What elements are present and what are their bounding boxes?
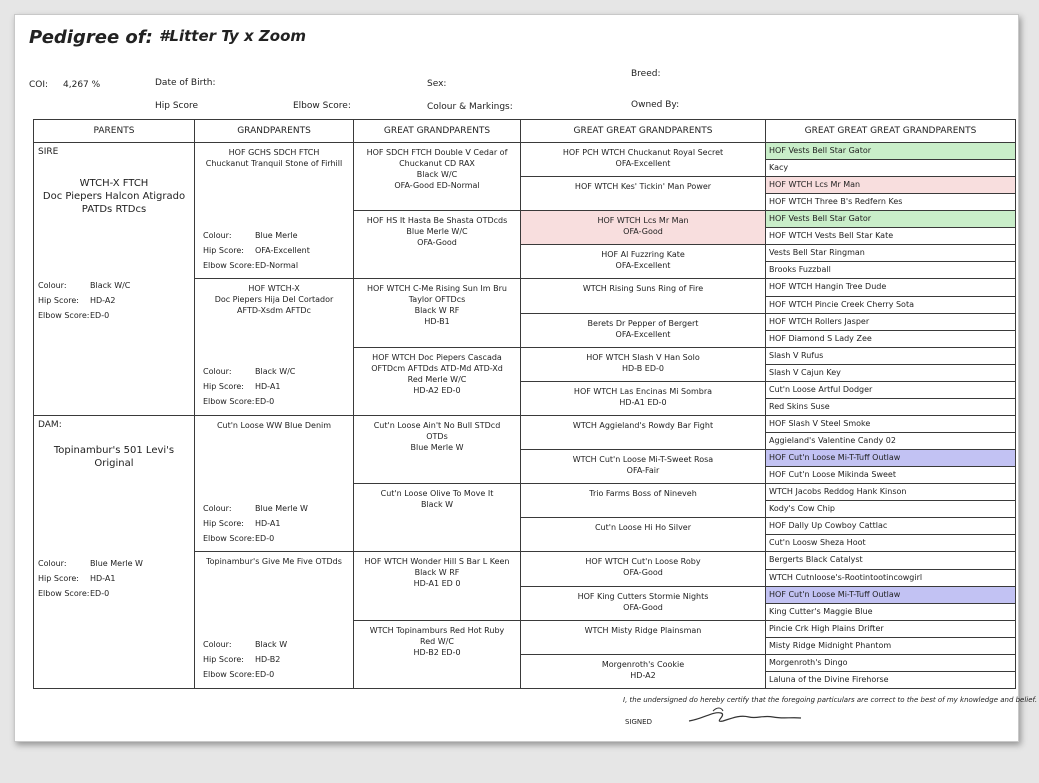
great-grandparent-cell [354,552,521,620]
great-great-grandparent-line: OFA-Fair [626,466,660,475]
great-great-grandparent-cell [521,143,766,177]
great-great-great-grandparent-cell [766,313,1016,330]
great-great-great-grandparent-name: Slash V Cajun Key [769,367,841,377]
great-great-grandparent-line: HD-A1 ED-0 [619,397,667,407]
grandparent-name-line: HOF WTCH-X [248,284,300,294]
great-grandparent-line: HOF HS It Hasta Be Shasta OTDcds [366,216,508,226]
parent-cell [34,143,195,416]
great-great-great-grandparent-cell [766,381,1016,398]
great-great-great-grandparent-cell [766,518,1016,535]
great-great-great-grandparent-name: Brooks Fuzzball [769,265,831,275]
great-great-grandparent-line: OFA-Excellent [615,261,671,271]
attribute-block [203,364,295,409]
great-great-grandparent-name [521,518,765,533]
attribute-value: ED-0 [255,534,275,543]
great-grandparent-cell [354,279,521,347]
great-great-grandparent-cell [521,620,766,654]
great-great-great-grandparent-cell [766,330,1016,347]
attribute-row-elbow [203,258,310,273]
coi-label: COI: [29,80,49,90]
great-grandparent-name [354,143,520,191]
colour-markings-label: Colour & Markings: [427,102,513,112]
attribute-label: Hip Score: [38,296,79,305]
great-great-great-grandparent-cell [766,143,1016,160]
grandparent-cell [195,143,354,279]
great-great-great-grandparent-cell [766,552,1016,569]
great-great-grandparent-line: OFA-Good [623,227,663,237]
attribute-value: Blue Merle W [90,559,143,568]
great-great-great-grandparent-name: HOF WTCH Three B's Redfern Kes [769,197,903,207]
great-great-great-grandparent-cell [766,194,1016,211]
attribute-block [38,278,130,323]
great-great-grandparent-line: OFA-Excellent [615,159,671,168]
attribute-value: Black W/C [90,281,131,290]
attribute-block [203,637,287,682]
parent-role: SIRE [38,147,59,157]
great-great-grandparent-name [521,177,765,192]
great-great-great-grandparent-name: Pincie Crk High Plains Drifter [769,623,884,633]
parent-cell-content [34,416,194,686]
great-great-grandparent-line: HOF King Cutters Stormie Nights [577,591,709,601]
grandparent-name [195,416,353,431]
great-great-great-grandparent-name: Morgenroth's Dingo [769,657,848,667]
great-great-great-grandparent-cell [766,620,1016,637]
attribute-label: Colour: [203,504,232,513]
great-great-great-grandparent-name: HOF Cut'n Loose Mi-T-Tuff Outlaw [769,589,901,599]
great-great-grandparent-cell [521,347,766,381]
great-great-grandparent-line: HD-B ED-0 [622,363,664,373]
attribute-row-hip [203,652,287,667]
attribute-block [203,228,310,273]
attribute-label: Elbow Score: [203,261,255,270]
great-grandparent-line: Black W RF [414,568,460,578]
attribute-value: HD-A1 [90,574,116,583]
great-great-great-grandparent-name: HOF Diamond S Lady Zee [769,333,872,343]
attribute-row-colour [38,278,130,293]
great-great-great-grandparent-name: HOF Cut'n Loose Mikinda Sweet [769,470,896,480]
great-great-great-grandparent-name: Misty Ridge Midnight Phantom [769,640,892,650]
attribute-value: ED-0 [90,311,110,320]
signature-image [683,705,803,727]
great-great-great-grandparent-cell [766,501,1016,518]
grandparent-cell-content [195,552,353,686]
attribute-row-elbow [38,308,130,323]
great-great-grandparent-name [521,484,765,499]
great-great-grandparent-line: HOF Al Fuzzring Kate [601,250,685,260]
grandparent-cell [195,279,354,416]
great-grandparent-line: HD-B1 [424,317,450,327]
great-great-grandparent-line: Morgenroth's Cookie [601,659,685,669]
dob-label: Date of Birth: [155,78,216,88]
grandparent-name [195,279,353,316]
great-great-grandparent-line: Trio Farms Boss of Nineveh [589,489,697,499]
great-grandparent-line: Black W RF [414,306,460,316]
attribute-label: Elbow Score: [203,670,255,680]
great-great-great-grandparent-cell [766,177,1016,194]
great-great-great-grandparent-cell [766,364,1016,381]
great-great-grandparent-cell [521,586,766,620]
hip-label: Hip Score [155,101,199,111]
great-great-grandparent-name [521,621,765,636]
grandparent-name-line: Doc Piepers Hija Del Cortador [214,295,334,305]
attribute-label: Colour: [38,281,67,290]
attribute-value: HD-A1 [255,519,281,528]
great-grandparent-line: Chuckanut CD RAX [399,159,475,168]
great-great-great-grandparent-name: HOF Vests Bell Star Gator [769,214,872,224]
attribute-value: HD-A2 [90,296,116,305]
great-great-grandparent-line: HD-A2 [630,670,656,680]
parent-cell [34,416,195,689]
attribute-value: Blue Merle W [255,504,308,513]
pedigree-table [33,119,1016,689]
great-grandparent-line: Blue Merle W/C [406,227,468,237]
attribute-value: Blue Merle [255,231,298,240]
parent-role: DAM: [38,420,62,430]
great-great-grandparent-line: HOF WTCH Kes' Tickin' Man Power [574,182,712,191]
great-great-great-grandparent-name: HOF WTCH Vests Bell Star Kate [769,231,894,241]
great-great-grandparent-line: HOF WTCH Cut'n Loose Roby [585,557,701,567]
grandparent-cell-content [195,279,353,413]
parent-name-line: PATDs RTDcs [81,204,147,215]
great-grandparent-line: OFA-Good ED-Normal [394,181,480,190]
great-great-great-grandparent-cell [766,211,1016,228]
great-great-grandparent-cell [521,484,766,518]
great-great-grandparent-cell [521,381,766,415]
great-great-grandparent-line: HOF WTCH Slash V Han Solo [586,352,700,362]
attribute-row-colour [38,556,143,571]
great-great-great-grandparent-cell [766,347,1016,364]
attribute-row-hip [203,516,308,531]
great-great-great-grandparent-cell [766,262,1016,279]
attribute-block [38,556,143,601]
attribute-label: Hip Score: [203,655,244,665]
great-great-great-grandparent-cell [766,245,1016,262]
great-grandparent-line: HOF WTCH Wonder Hill S Bar L Keen [364,557,510,567]
great-grandparent-line: HOF WTCH Doc Piepers Cascada [372,352,502,362]
grandparent-cell-content [195,143,353,277]
great-great-great-grandparent-name: Cut'n Loosw Sheza Hoot [769,538,866,548]
attribute-row-hip [203,379,295,394]
attribute-row-colour [203,501,308,516]
attribute-label: Colour: [203,367,232,377]
attribute-row-elbow [38,586,143,601]
pedigree-document [14,14,1038,742]
sex-label: Sex: [427,79,447,89]
great-great-great-grandparent-name: Kacy [769,163,789,172]
great-great-great-grandparent-cell [766,637,1016,654]
grandparent-name-line: AFTD-Xsdm AFTDc [237,306,311,316]
great-great-grandparent-name [521,314,765,340]
great-great-great-grandparent-cell [766,160,1016,177]
col-header-great-grandparents: GREAT GRANDPARENTS [354,120,521,143]
attribute-row-hip [203,243,310,258]
parent-name-line: WTCH-X FTCH [79,178,149,189]
attribute-row-hip [38,571,143,586]
great-grandparent-line: Black W/C [416,170,458,179]
great-great-great-grandparent-name: HOF WTCH Rollers Jasper [769,316,870,326]
great-great-great-grandparent-name: HOF Cut'n Loose Mi-T-Tuff Outlaw [769,453,901,463]
great-grandparent-line: Cut'n Loose Ain't No Bull STDcd [373,421,501,430]
grandparent-name [195,552,353,567]
great-great-grandparent-line: HOF WTCH Las Encinas Mi Sombra [573,386,713,396]
great-grandparent-cell [354,211,521,279]
great-grandparent-line: WTCH Topinamburs Red Hot Ruby [369,625,505,635]
grandparent-name-line: HOF GCHS SDCH FTCH [228,148,320,157]
great-grandparent-cell [354,143,521,211]
great-great-great-grandparent-name: Bergerts Black Catalyst [769,555,863,565]
parent-name-line: Topinambur's 501 Levi's [53,445,175,456]
litter-name: #Litter Ty x Zoom [159,27,307,45]
great-great-grandparent-line: OFA-Good [623,602,663,612]
great-great-grandparent-cell [521,416,766,450]
great-grandparent-cell [354,620,521,688]
attribute-label: Elbow Score: [38,311,90,320]
grandparent-cell-content [195,416,353,550]
attribute-label: Elbow Score: [203,397,255,407]
great-grandparent-line: HD-A2 ED-0 [413,385,461,395]
attribute-row-elbow [203,667,287,682]
great-great-grandparent-name [521,552,765,578]
great-great-great-grandparent-name: Kody's Cow Chip [769,504,835,514]
col-header-grandparents: GRANDPARENTS [195,120,354,143]
great-great-great-grandparent-cell [766,228,1016,245]
great-great-grandparent-name [521,416,765,431]
great-great-grandparent-line: WTCH Aggieland's Rowdy Bar Fight [572,421,714,430]
great-great-grandparent-name [521,655,765,681]
great-great-grandparent-name [521,450,765,476]
page-title: Pedigree of: [29,27,153,48]
great-great-grandparent-name [521,211,765,237]
great-great-grandparent-name [521,587,765,613]
col-header-parents: PARENTS [34,120,195,143]
great-great-great-grandparent-name: HOF WTCH Lcs Mr Man [769,180,861,190]
great-great-great-grandparent-name: King Cutter's Maggie Blue [769,606,873,616]
great-grandparent-line: OTDs [426,432,448,441]
attribute-value: ED-0 [90,589,110,598]
attribute-value: Black W/C [255,367,296,377]
great-great-great-grandparent-name: HOF WTCH Hangin Tree Dude [769,282,887,292]
table-row [34,416,1016,433]
great-great-great-grandparent-cell [766,603,1016,620]
great-great-grandparent-cell [521,450,766,484]
great-great-grandparent-line: OFA-Good [623,568,663,578]
attribute-row-colour [203,637,287,652]
great-great-great-grandparent-name: Vests Bell Star Ringman [769,248,865,258]
great-grandparent-name [354,416,520,453]
attribute-value: HD-B2 [255,655,281,665]
attribute-value: HD-A1 [255,382,281,392]
great-great-great-grandparent-name: Cut'n Loose Artful Dodger [769,384,873,394]
great-grandparent-line: Black W [420,500,454,510]
great-great-grandparent-line: Cut'n Loose Hi Ho Silver [594,523,692,533]
signed-label: SIGNED [625,718,652,726]
parent-cell-content [34,143,194,413]
great-grandparent-cell [354,416,521,484]
great-grandparent-cell [354,347,521,415]
great-great-grandparent-line: WTCH Cut'n Loose Mi-T-Sweet Rosa [572,455,714,464]
attribute-block [203,501,308,546]
great-great-great-grandparent-cell [766,654,1016,671]
great-great-great-grandparent-name: Aggieland's Valentine Candy 02 [769,436,896,445]
attribute-label: Elbow Score: [38,589,90,598]
great-great-grandparent-line: WTCH Rising Suns Ring of Fire [582,284,704,294]
great-great-grandparent-line: HOF WTCH Lcs Mr Man [597,216,689,226]
great-great-grandparent-name [521,143,765,169]
attribute-row-elbow [203,394,295,409]
great-grandparent-line: HOF SDCH FTCH Double V Cedar of [366,148,508,157]
great-great-grandparent-cell [521,518,766,552]
great-great-great-grandparent-name: Red Skins Suse [769,402,830,411]
great-great-great-grandparent-name: HOF WTCH Pincie Creek Cherry Sota [769,299,914,309]
coi-value: 4,267 % [63,80,101,90]
breed-label: Breed: [631,69,661,79]
parent-name [34,177,194,216]
column-headers [34,120,1016,143]
attribute-row-hip [38,293,130,308]
great-great-grandparent-name [521,245,765,271]
great-great-grandparent-cell [521,279,766,313]
grandparent-name-line: Cut'n Loose WW Blue Denim [216,421,332,430]
great-grandparent-line: Red Merle W/C [407,374,467,384]
great-grandparent-name [354,621,520,658]
great-grandparent-line: OFA-Good [417,238,457,248]
attribute-value: ED-Normal [255,261,299,270]
great-grandparent-line: HD-A1 ED 0 [413,579,461,589]
great-great-grandparent-line: Berets Dr Pepper of Bergert [587,318,699,328]
great-grandparent-line: Blue Merle W [410,443,464,452]
great-great-grandparent-line: OFA-Excellent [615,329,671,339]
attribute-value: ED-0 [255,670,275,680]
great-great-great-grandparent-cell [766,672,1016,689]
great-great-great-grandparent-cell [766,484,1016,501]
attribute-label: Colour: [203,231,232,240]
great-grandparent-line: HD-B2 ED-0 [413,647,461,657]
attribute-value: OFA-Excellent [255,246,310,255]
attribute-label: Colour: [203,640,232,650]
attribute-label: Elbow Score: [203,534,255,543]
great-great-great-grandparent-name: Laluna of the Divine Firehorse [769,675,889,684]
great-grandparent-cell [354,484,521,552]
attribute-label: Hip Score: [38,574,79,583]
attribute-row-elbow [203,531,308,546]
great-great-grandparent-cell [521,552,766,586]
great-grandparent-line: HOF WTCH C-Me Rising Sun Im Bru [367,284,507,294]
elbow-label: Elbow Score: [293,101,351,111]
great-grandparent-line: Taylor OFTDcs [408,295,466,305]
great-grandparent-line: Red W/C [420,636,454,646]
attribute-row-colour [203,228,310,243]
great-great-great-grandparent-cell [766,467,1016,484]
great-great-great-grandparent-name: Slash V Rufus [769,350,824,360]
col-header-great-great-great-grandparents: GREAT GREAT GREAT GRANDPARENTS [766,120,1016,143]
great-great-great-grandparent-cell [766,416,1016,433]
great-great-grandparent-cell [521,245,766,279]
attribute-label: Colour: [38,559,67,568]
great-great-great-grandparent-name: WTCH Jacobs Reddog Hank Kinson [769,487,907,497]
great-grandparent-name [354,211,520,248]
great-great-grandparent-line: WTCH Misty Ridge Plainsman [584,625,702,635]
great-great-grandparent-name [521,382,765,408]
great-great-great-grandparent-cell [766,586,1016,603]
great-great-great-grandparent-name: HOF Slash V Steel Smoke [769,419,871,428]
great-great-grandparent-name [521,279,765,294]
great-grandparent-line: OFTDcm AFTDds ATD-Md ATD-Xd [371,363,503,373]
attribute-label: Hip Score: [203,382,244,392]
great-grandparent-name [354,484,520,510]
attribute-label: Hip Score: [203,519,244,528]
great-great-great-grandparent-cell [766,433,1016,450]
great-great-grandparent-cell [521,177,766,211]
great-great-great-grandparent-cell [766,569,1016,586]
great-great-great-grandparent-name: HOF Dally Up Cowboy Cattlac [769,521,888,531]
great-great-great-grandparent-cell [766,450,1016,467]
grandparent-name [195,143,353,169]
parent-name [34,444,194,470]
grandparent-name-line: Chuckanut Tranquil Stone of Firhill [205,159,343,168]
parent-name-line: Doc Piepers Halcon Atigrado [42,191,186,202]
grandparent-name-line: Topinambur's Give Me Five OTDds [206,557,342,567]
table-row [34,143,1016,160]
great-great-grandparent-cell [521,211,766,245]
attribute-row-colour [203,364,295,379]
parent-name-line: Original [94,458,134,469]
grandparent-cell [195,552,354,689]
certification-text: I, the undersigned do hereby certify that the foregoing particulars are correct to the best of my knowledge and belief. [623,696,1038,704]
great-great-great-grandparent-cell [766,535,1016,552]
col-header-great-great-grandparents: GREAT GREAT GRANDPARENTS [521,120,766,143]
great-great-great-grandparent-cell [766,279,1016,296]
great-grandparent-line: Cut'n Loose Olive To Move It [380,489,494,499]
grandparent-cell [195,416,354,552]
great-grandparent-name [354,348,520,396]
great-great-grandparent-cell [521,313,766,347]
great-grandparent-name [354,552,520,589]
great-great-great-grandparent-name: HOF Vests Bell Star Gator [769,146,872,155]
great-grandparent-name [354,279,520,327]
great-great-grandparent-cell [521,654,766,688]
great-great-great-grandparent-cell [766,296,1016,313]
owned-by-label: Owned By: [631,100,680,110]
attribute-value: Black W [255,640,288,650]
great-great-great-grandparent-cell [766,399,1016,416]
great-great-great-grandparent-name: WTCH Cutnloose's-Rootintootincowgirl [769,572,923,582]
great-great-grandparent-name [521,348,765,374]
great-great-grandparent-line: HOF PCH WTCH Chuckanut Royal Secret [562,148,724,157]
attribute-label: Hip Score: [203,246,244,255]
attribute-value: ED-0 [255,397,275,407]
